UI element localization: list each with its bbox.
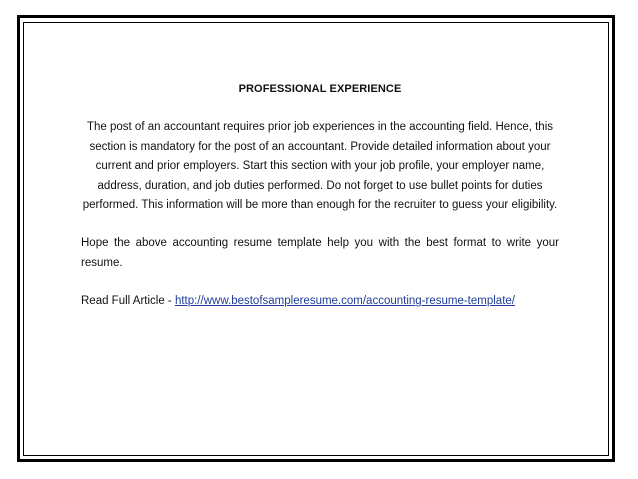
article-link[interactable]: http://www.bestofsampleresume.com/accounting-resume-template/ [174, 295, 515, 308]
read-more-line [81, 292, 559, 311]
closing-paragraph: Hope the above accounting resume template help you with the best format to write your resume. [81, 237, 559, 269]
experience-paragraph: The post of an accountant requires prior job experiences in the accounting field. Hence, this section is mandatory for the post of an accountant. Provide detailed information about your current and prior employers. Start this section with your job profile, your employer name, address, duration, and job duties performed. Do not forget to use bullet points for duties performed. This information will be more than enough for the recruiter to guess your eligibility. [82, 121, 558, 212]
document-body [81, 80, 559, 312]
read-more-label: Read Full Article - [81, 295, 175, 308]
section-heading: PROFESSIONAL EXPERIENCE [238, 83, 402, 95]
